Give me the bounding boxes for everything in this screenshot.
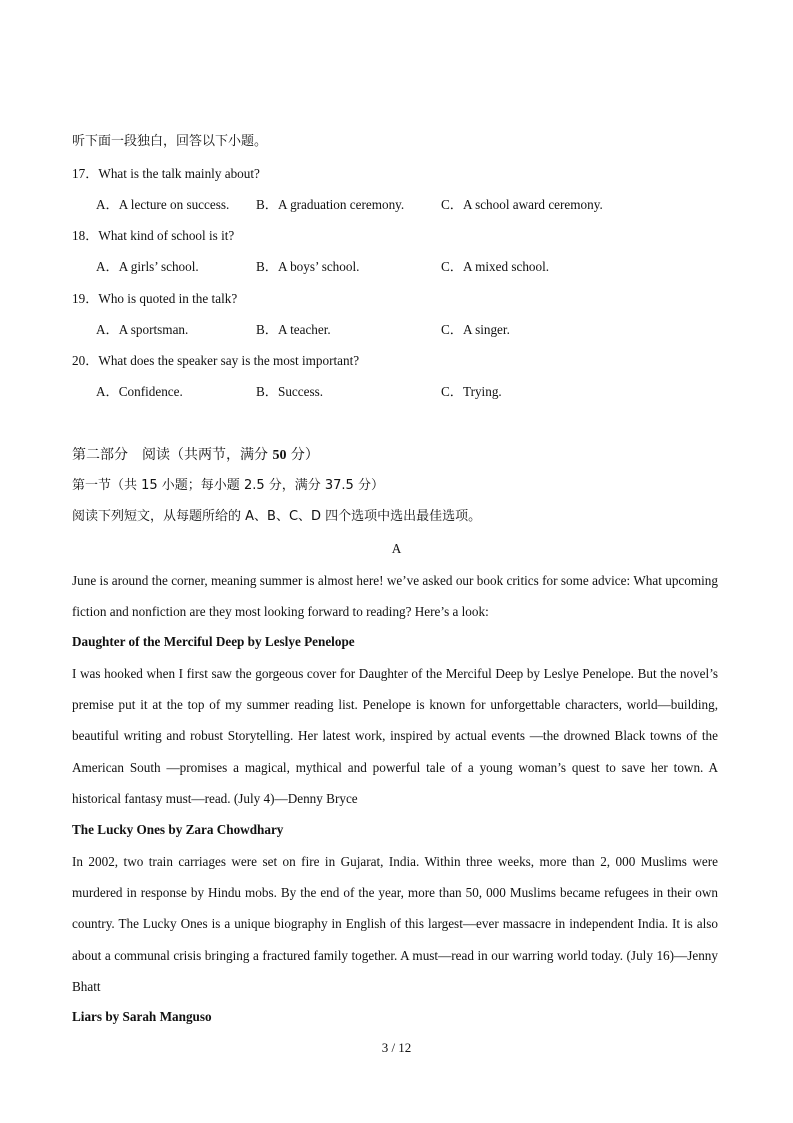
- book-2-review: In 2002, two train carriages were set on fire in Gujarat, India. Within three weeks, more than 2, 000 Muslims were murdered in response by Hindu mobs. By the end of the year, more than 50, 000 Muslims became refugees in their own country. The Lucky Ones is a unique biography in English of this largest—ever massacre in independent India. It is also about a communal crisis bringing a fractured family together. A must—read in our warring world today. (July 16)—Jenny Bhatt: [72, 854, 718, 994]
- passage-intro: June is around the corner, meaning summer is almost here! we’ve asked our book critics for some advice: What upcoming fiction and nonfiction are they most looking forward to reading? Here’s a look:: [72, 573, 718, 620]
- question-19-option-b: B．A teacher.: [256, 322, 331, 337]
- book-3-title: Liars by Sarah Manguso: [72, 1009, 212, 1024]
- question-17-stem: 17．What is the talk mainly about?: [72, 166, 260, 181]
- listening-instruction: 听下面一段独白，回答以下小题。: [72, 134, 268, 149]
- reading-instruction: 阅读下列短文，从每题所给的 A、B、C、D 四个选项中选出最佳选项。: [72, 509, 482, 524]
- question-17-option-c: C．A school award ceremony.: [441, 197, 603, 212]
- question-19-option-a: A．A sportsman.: [96, 322, 189, 337]
- page-number: 3 / 12: [381, 1040, 412, 1055]
- book-1-review: I was hooked when I first saw the gorgeous cover for Daughter of the Merciful Deep by Leslye Penelope. But the novel’s premise put it at the top of my summer reading list. Penelope is known for unforgettable characters, world—building, beautiful writing and robust Storytelling. Her latest work, inspired by actual events —the drowned Black towns of the American South —promises a magical, mythical and powerful tale of a young woman’s quest to save her town. A historical fantasy must—read. (July 4)—Denny Bryce: [72, 666, 718, 806]
- question-18-stem: 18．What kind of school is it?: [72, 228, 235, 243]
- part-title-score: 50: [272, 448, 287, 463]
- passage-label: A: [391, 541, 402, 556]
- question-20-option-c: C．Trying.: [441, 384, 502, 399]
- part-title-pre: 第二部分 阅读（共两节，满分: [72, 447, 273, 463]
- question-18-option-a: A．A girls’ school.: [96, 259, 199, 274]
- question-20-stem: 20．What does the speaker say is the most important?: [72, 353, 360, 368]
- part-two-title: [72, 446, 319, 465]
- question-20-option-a: A．Confidence.: [96, 384, 183, 399]
- section-one-title: 第一节（共 15 小题；每小题 2.5 分，满分 37.5 分）: [72, 478, 384, 493]
- question-18-option-c: C．A mixed school.: [441, 259, 550, 274]
- question-17-option-a: A．A lecture on success.: [96, 197, 230, 212]
- question-19-stem: 19．Who is quoted in the talk?: [72, 291, 238, 306]
- book-2-title: The Lucky Ones by Zara Chowdhary: [72, 822, 284, 837]
- question-17-option-b: B．A graduation ceremony.: [256, 197, 405, 212]
- question-20-option-b: B．Success.: [256, 384, 324, 399]
- part-title-post: 分）: [286, 447, 319, 463]
- book-1-title: Daughter of the Merciful Deep by Leslye Penelope: [72, 634, 355, 649]
- question-19-option-c: C．A singer.: [441, 322, 510, 337]
- question-18-option-b: B．A boys’ school.: [256, 259, 360, 274]
